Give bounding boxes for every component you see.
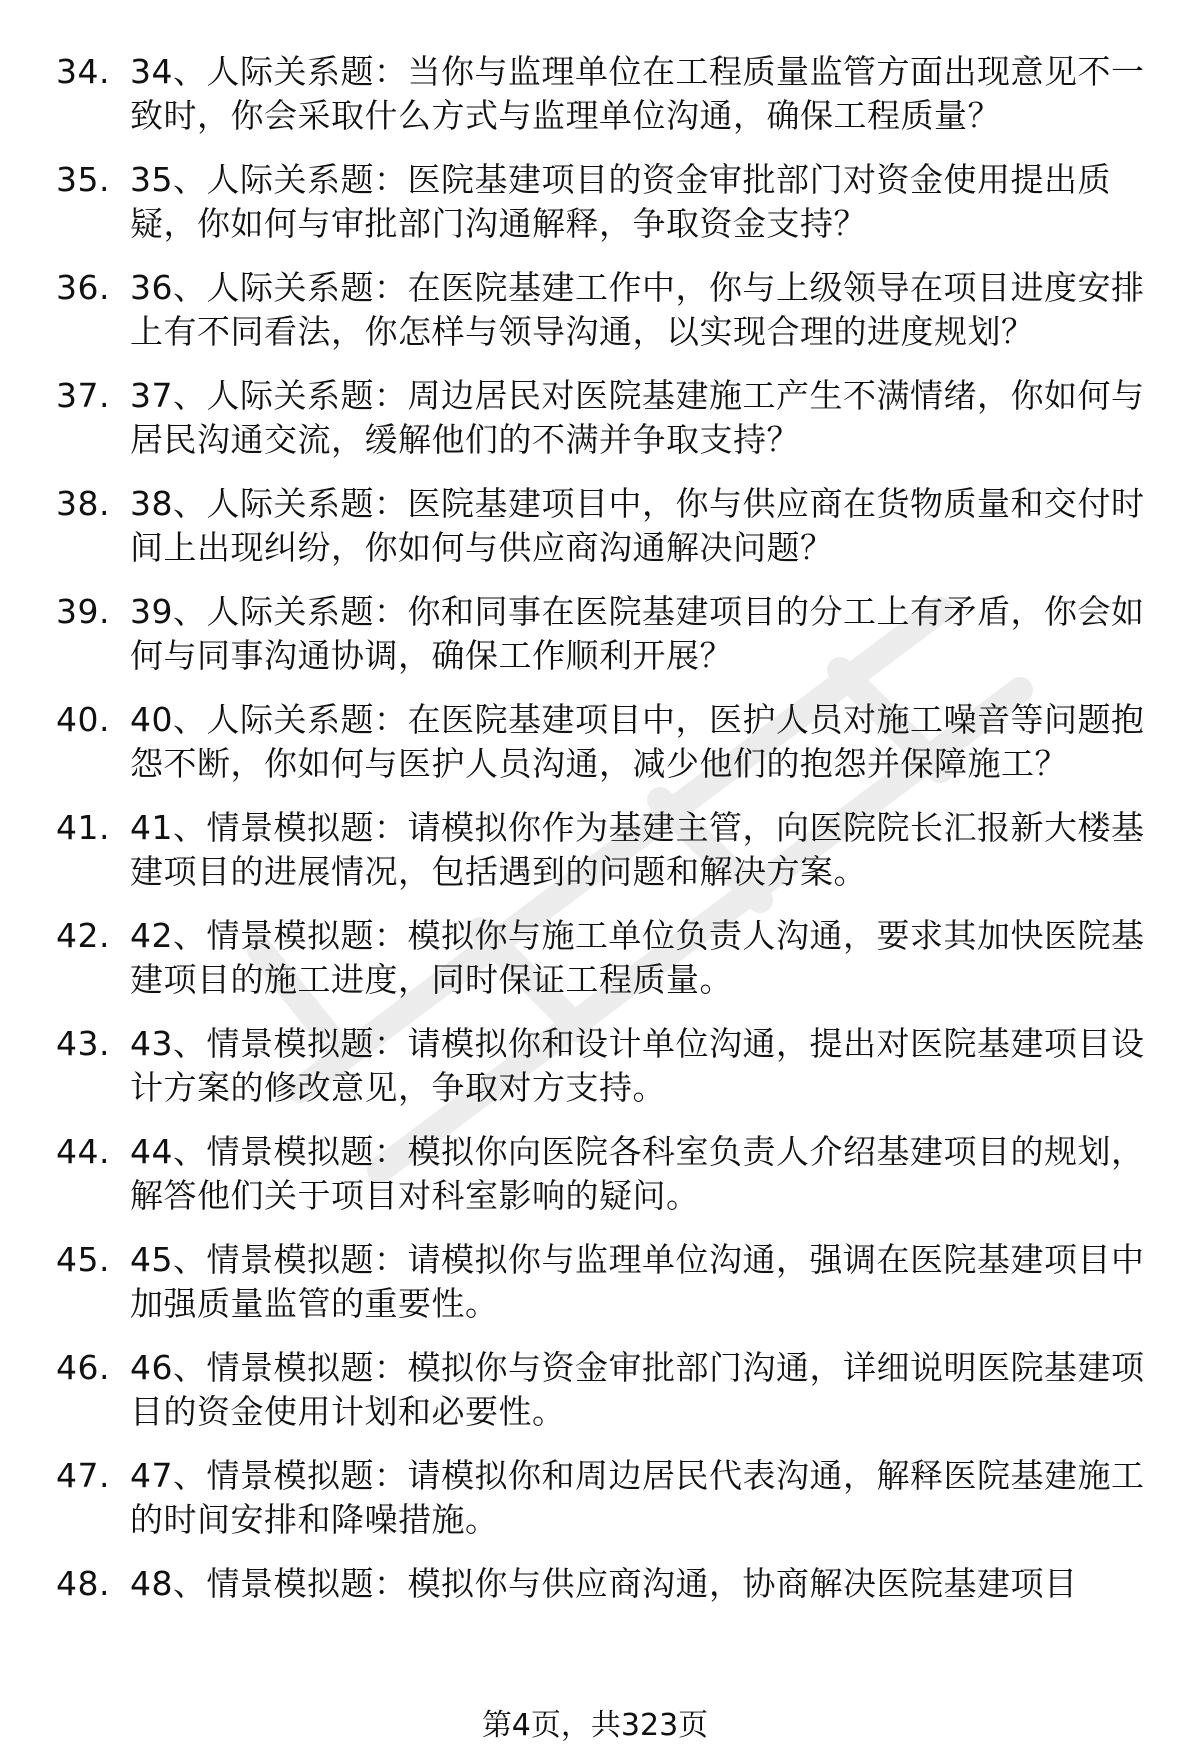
question-text: 47、情景模拟题：请模拟你和周边居民代表沟通，解释医院基建施工的时间安排和降噪措施。 — [130, 1456, 1145, 1539]
question-text: 36、人际关系题：在医院基建工作中，你与上级领导在项目进度安排上有不同看法，你怎样与领导沟通，以实现合理的进度规划？ — [130, 268, 1145, 351]
question-text: 43、情景模拟题：请模拟你和设计单位沟通，提出对医院基建项目设计方案的修改意见，争取对方支持。 — [130, 1024, 1145, 1107]
list-item — [0, 1454, 1190, 1542]
list-item — [0, 1346, 1190, 1434]
item-number: 41. — [56, 808, 110, 847]
question-text: 45、情景模拟题：请模拟你与监理单位沟通，强调在医院基建项目中加强质量监管的重要性。 — [130, 1240, 1145, 1323]
item-number: 40. — [56, 700, 110, 739]
item-number: 37. — [56, 376, 110, 415]
question-text: 44、情景模拟题：模拟你向医院各科室负责人介绍基建项目的规划，解答他们关于项目对科室影响的疑问。 — [130, 1132, 1145, 1215]
item-number: 34. — [56, 52, 110, 91]
question-text: 35、人际关系题：医院基建项目的资金审批部门对资金使用提出质疑，你如何与审批部门沟通解释，争取资金支持？ — [130, 160, 1111, 243]
question-text: 40、人际关系题：在医院基建项目中，医护人员对施工噪音等问题抱怨不断，你如何与医护人员沟通，减少他们的抱怨并保障施工？ — [130, 700, 1145, 783]
list-item — [0, 50, 1190, 138]
question-text: 39、人际关系题：你和同事在医院基建项目的分工上有矛盾，你会如何与同事沟通协调，确保工作顺利开展？ — [130, 592, 1145, 675]
question-text: 38、人际关系题：医院基建项目中，你与供应商在货物质量和交付时间上出现纠纷，你如何与供应商沟通解决问题？ — [130, 484, 1145, 567]
question-text: 34、人际关系题：当你与监理单位在工程质量监管方面出现意见不一致时，你会采取什么方式与监理单位沟通，确保工程质量？ — [130, 52, 1145, 135]
item-number: 44. — [56, 1132, 110, 1171]
item-number: 43. — [56, 1024, 110, 1063]
question-text: 41、情景模拟题：请模拟你作为基建主管，向医院院长汇报新大楼基建项目的进展情况，包括遇到的问题和解决方案。 — [130, 808, 1145, 891]
list-item — [0, 806, 1190, 894]
question-text: 48、情景模拟题：模拟你与供应商沟通，协商解决医院基建项目 — [130, 1564, 1078, 1603]
question-text: 46、情景模拟题：模拟你与资金审批部门沟通，详细说明医院基建项目的资金使用计划和必要性。 — [130, 1348, 1145, 1431]
page-footer: 第4页，共323页 — [481, 1708, 709, 1743]
item-number: 46. — [56, 1348, 110, 1387]
list-item — [0, 1022, 1190, 1110]
list-item — [0, 374, 1190, 462]
list-item — [0, 158, 1190, 246]
question-list — [0, 50, 1190, 1626]
list-item — [0, 1238, 1190, 1326]
item-number: 47. — [56, 1456, 110, 1495]
list-item — [0, 482, 1190, 570]
list-item — [0, 590, 1190, 678]
item-number: 45. — [56, 1240, 110, 1279]
item-number: 48. — [56, 1564, 110, 1603]
list-item — [0, 914, 1190, 1002]
item-number: 35. — [56, 160, 110, 199]
item-number: 36. — [56, 268, 110, 307]
list-item — [0, 1562, 1190, 1606]
list-item — [0, 1130, 1190, 1218]
question-text: 42、情景模拟题：模拟你与施工单位负责人沟通，要求其加快医院基建项目的施工进度，同时保证工程质量。 — [130, 916, 1145, 999]
item-number: 39. — [56, 592, 110, 631]
list-item — [0, 698, 1190, 786]
question-text: 37、人际关系题：周边居民对医院基建施工产生不满情绪，你如何与居民沟通交流，缓解他们的不满并争取支持？ — [130, 376, 1145, 459]
list-item — [0, 266, 1190, 354]
item-number: 42. — [56, 916, 110, 955]
item-number: 38. — [56, 484, 110, 523]
